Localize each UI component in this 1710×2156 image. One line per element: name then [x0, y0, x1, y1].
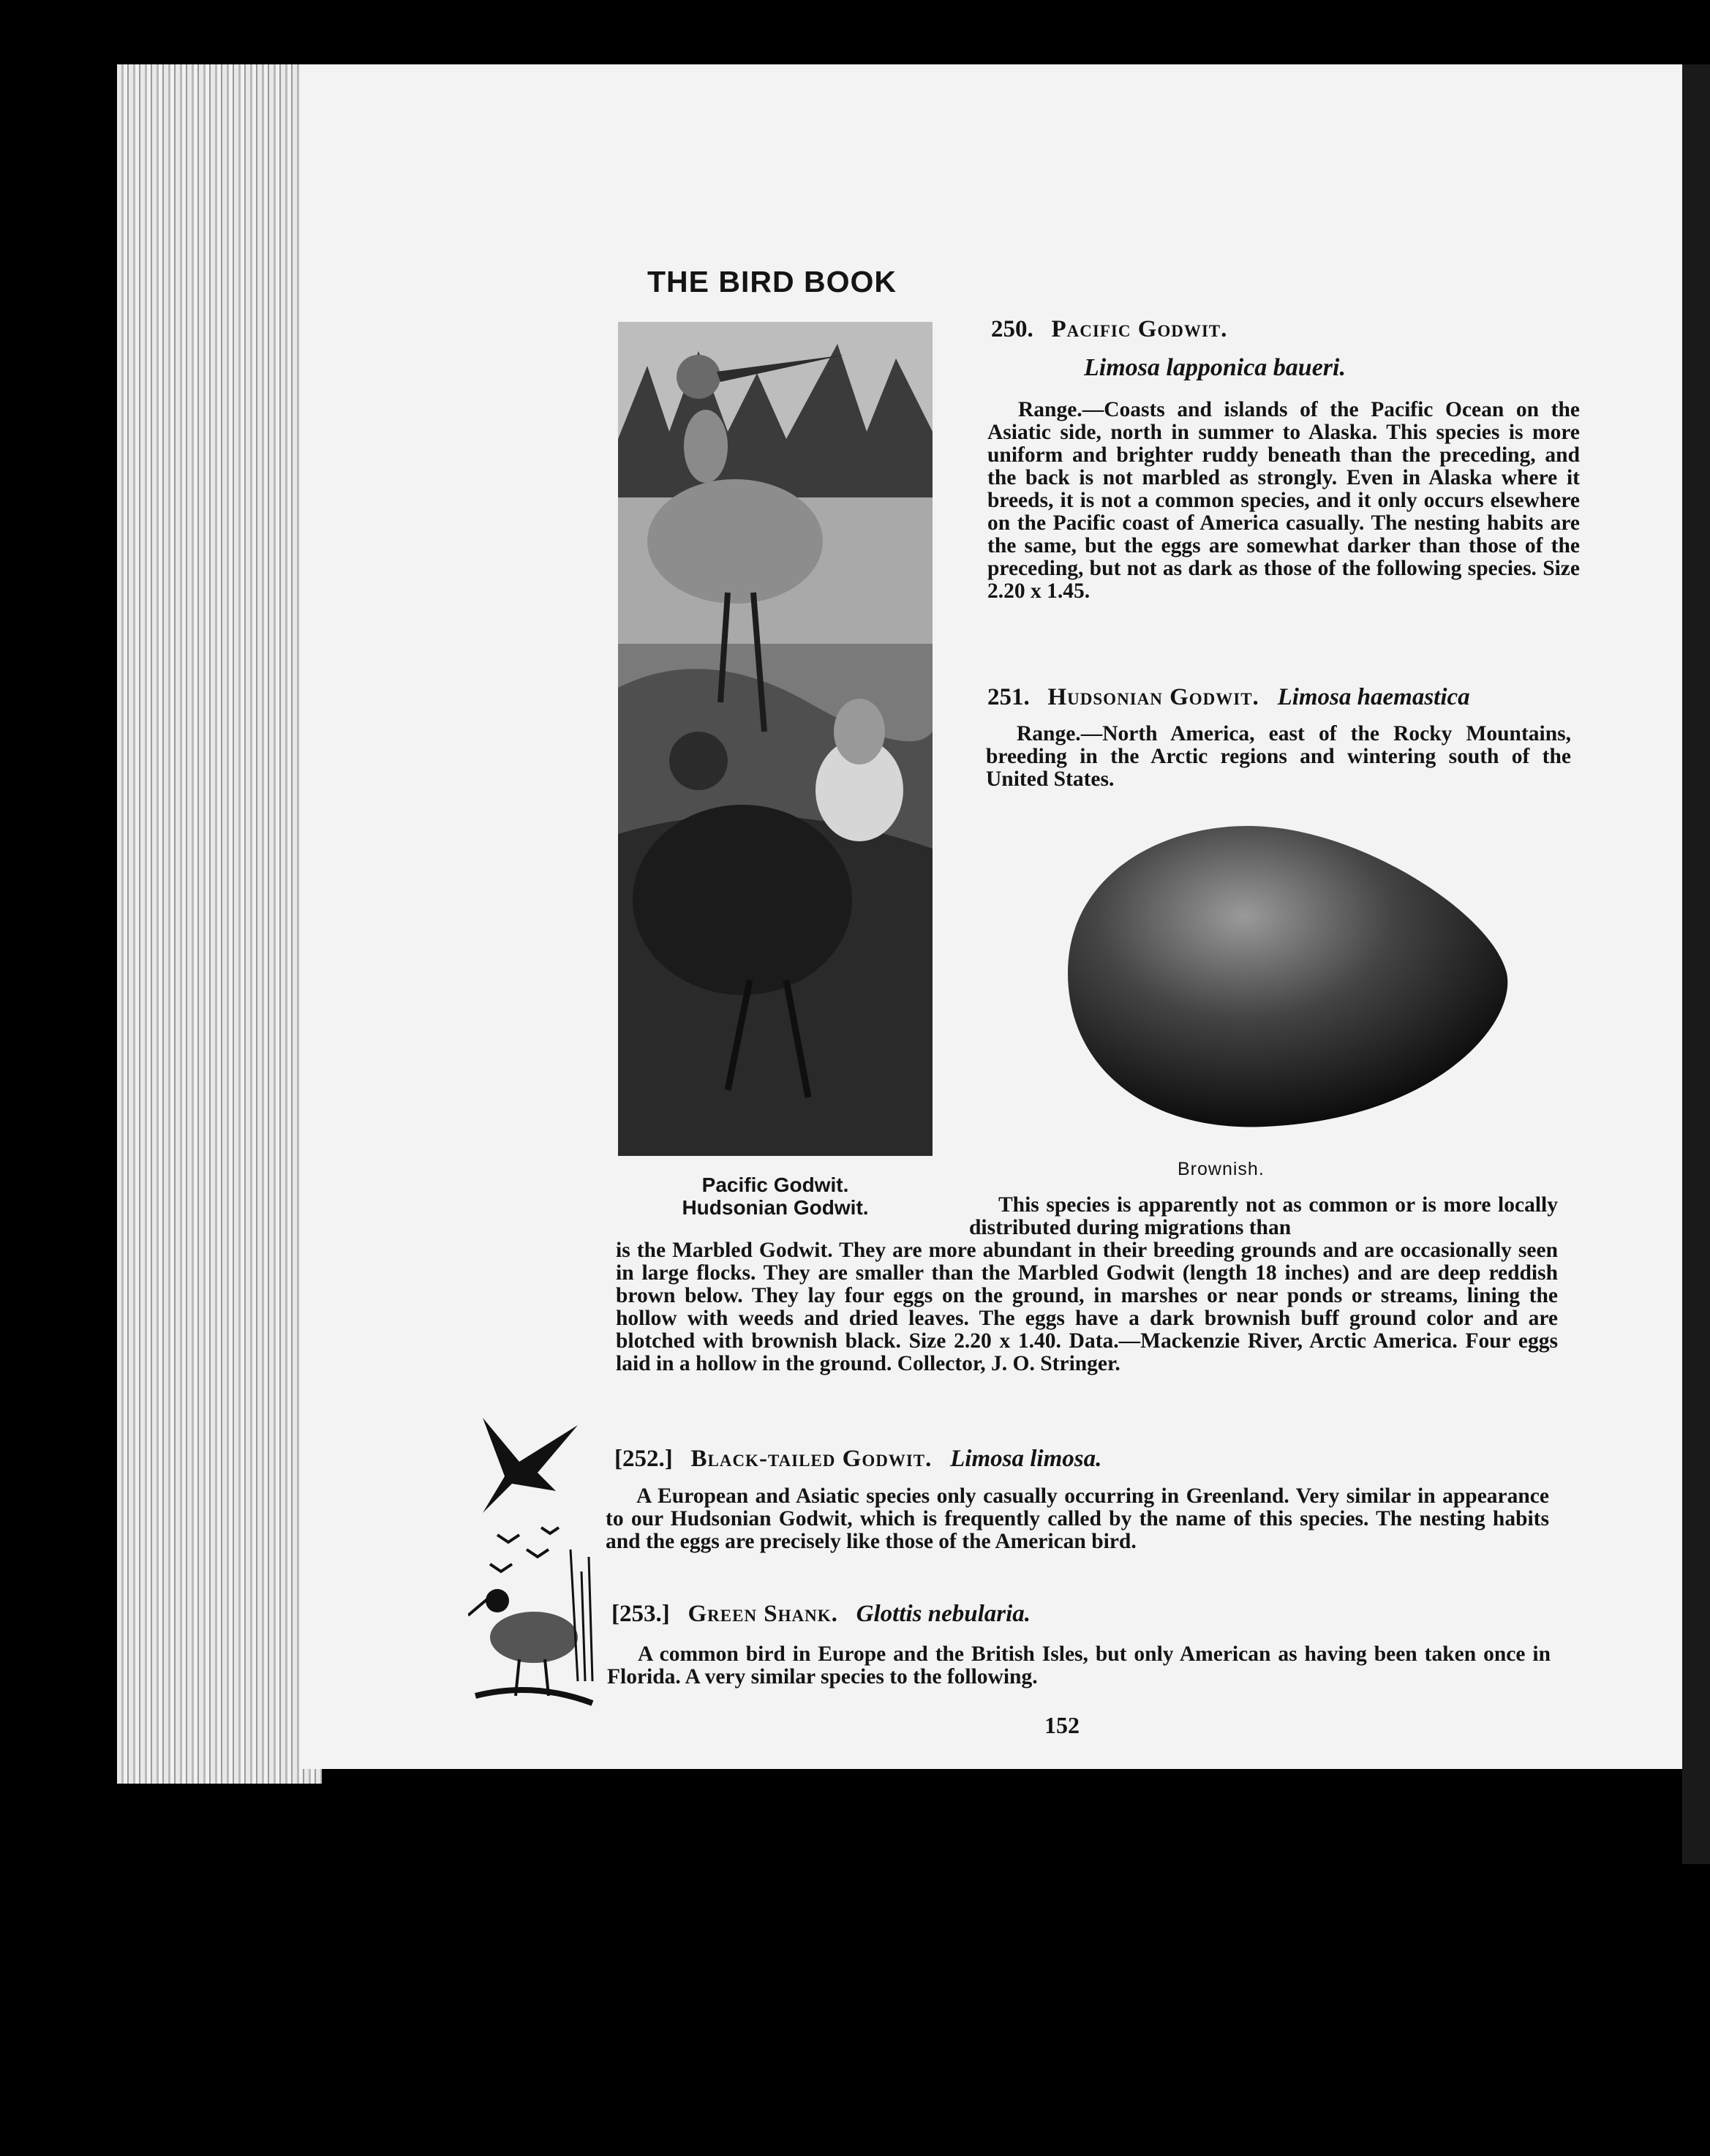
entry-252-text: A European and Asiatic species only casually occurring in Greenland. Very similar in appearance to our Hudsonian Godwit, which is frequently called by the name of this species. The nesting habits and the eggs are precisely like those of the American bird. [606, 1484, 1549, 1553]
entry-250-common-name: Pacific Godwit. [1051, 316, 1228, 342]
entry-252-number: [252.] [614, 1446, 673, 1472]
egg-photograph [1024, 805, 1536, 1156]
entry-251-number: 251. [987, 684, 1030, 710]
entry-250-heading [991, 316, 1227, 343]
entry-250-body: —Coasts and islands of the Pacific Ocean on the Asiatic side, north in summer to Alaska. This species is more uniform and brighter ruddy beneath than the preceding, and the back is not marbled as strongly. Even in Alaska where it breeds, it is not a common species, and it only occurs elsewhere on the Pacific coast of America casually. The nesting habits are the same, but the eggs are somewhat darker than those of the preceding, but not as dark as those of the following species. Size 2.20 x 1.45. [987, 398, 1580, 603]
entry-251-text-narrow: This species is apparently not as common or is more locally distributed during migrations than [969, 1193, 1558, 1239]
entry-253-scientific-name: Glottis nebularia. [856, 1601, 1031, 1627]
flying-and-wading-birds-vignette [468, 1403, 600, 1718]
godwit-plate-illustration [618, 322, 933, 1156]
range-label: Range. [1018, 398, 1082, 421]
entry-253-heading [611, 1601, 1031, 1628]
page-edges [117, 64, 322, 1784]
entry-252-heading [614, 1446, 1101, 1473]
book-spine-shadow [1682, 64, 1710, 1864]
entry-251-heading [987, 684, 1470, 711]
entry-251-text-full: is the Marbled Godwit. They are more abundant in their breeding grounds and are occasionally seen in large flocks. They are smaller than the Marbled Godwit (length 18 inches) and are deep reddish brown below. They lay four eggs on the ground, in marshes or near ponds or streams, lining the hollow with weeds and dried leaves. The eggs have a dark brownish buff ground color and are blotched with brownish black. Size 2.20 x 1.40. Data.—Mackenzie River, Arctic America. Four eggs laid in a hollow in the ground. Collector, J. O. Stringer. [616, 1239, 1558, 1375]
range-label: Range. [1017, 722, 1081, 745]
entry-253-common-name: Green Shank. [688, 1601, 838, 1627]
entry-250-number: 250. [991, 316, 1033, 342]
caption-hudsonian-godwit: Hudsonian Godwit. [682, 1196, 869, 1219]
entry-251-common-name: Hudsonian Godwit. [1047, 684, 1259, 710]
entry-251-scientific-name: Limosa haemastica [1277, 684, 1470, 710]
entry-251-range-text: —North America, east of the Rocky Mountains, breeding in the Arctic regions and wintering south of the United States. [986, 722, 1571, 791]
entry-251-range [986, 723, 1571, 791]
running-head: THE BIRD BOOK [647, 265, 897, 298]
entry-252-common-name: Black-tailed Godwit. [690, 1446, 933, 1472]
entry-253-number: [253.] [611, 1601, 670, 1627]
entry-253-text: A common bird in Europe and the British Isles, but only American as having been taken once in Florida. A very similar species to the following. [607, 1642, 1551, 1689]
entry-250-scientific-name: Limosa lapponica baueri. [1084, 354, 1346, 381]
egg-caption: Brownish. [1178, 1159, 1265, 1179]
caption-pacific-godwit: Pacific Godwit. [701, 1173, 849, 1196]
entry-250-text [987, 399, 1580, 603]
entry-252-scientific-name: Limosa limosa. [950, 1446, 1102, 1472]
page-number: 152 [1044, 1712, 1080, 1738]
plate-caption [629, 1173, 922, 1219]
